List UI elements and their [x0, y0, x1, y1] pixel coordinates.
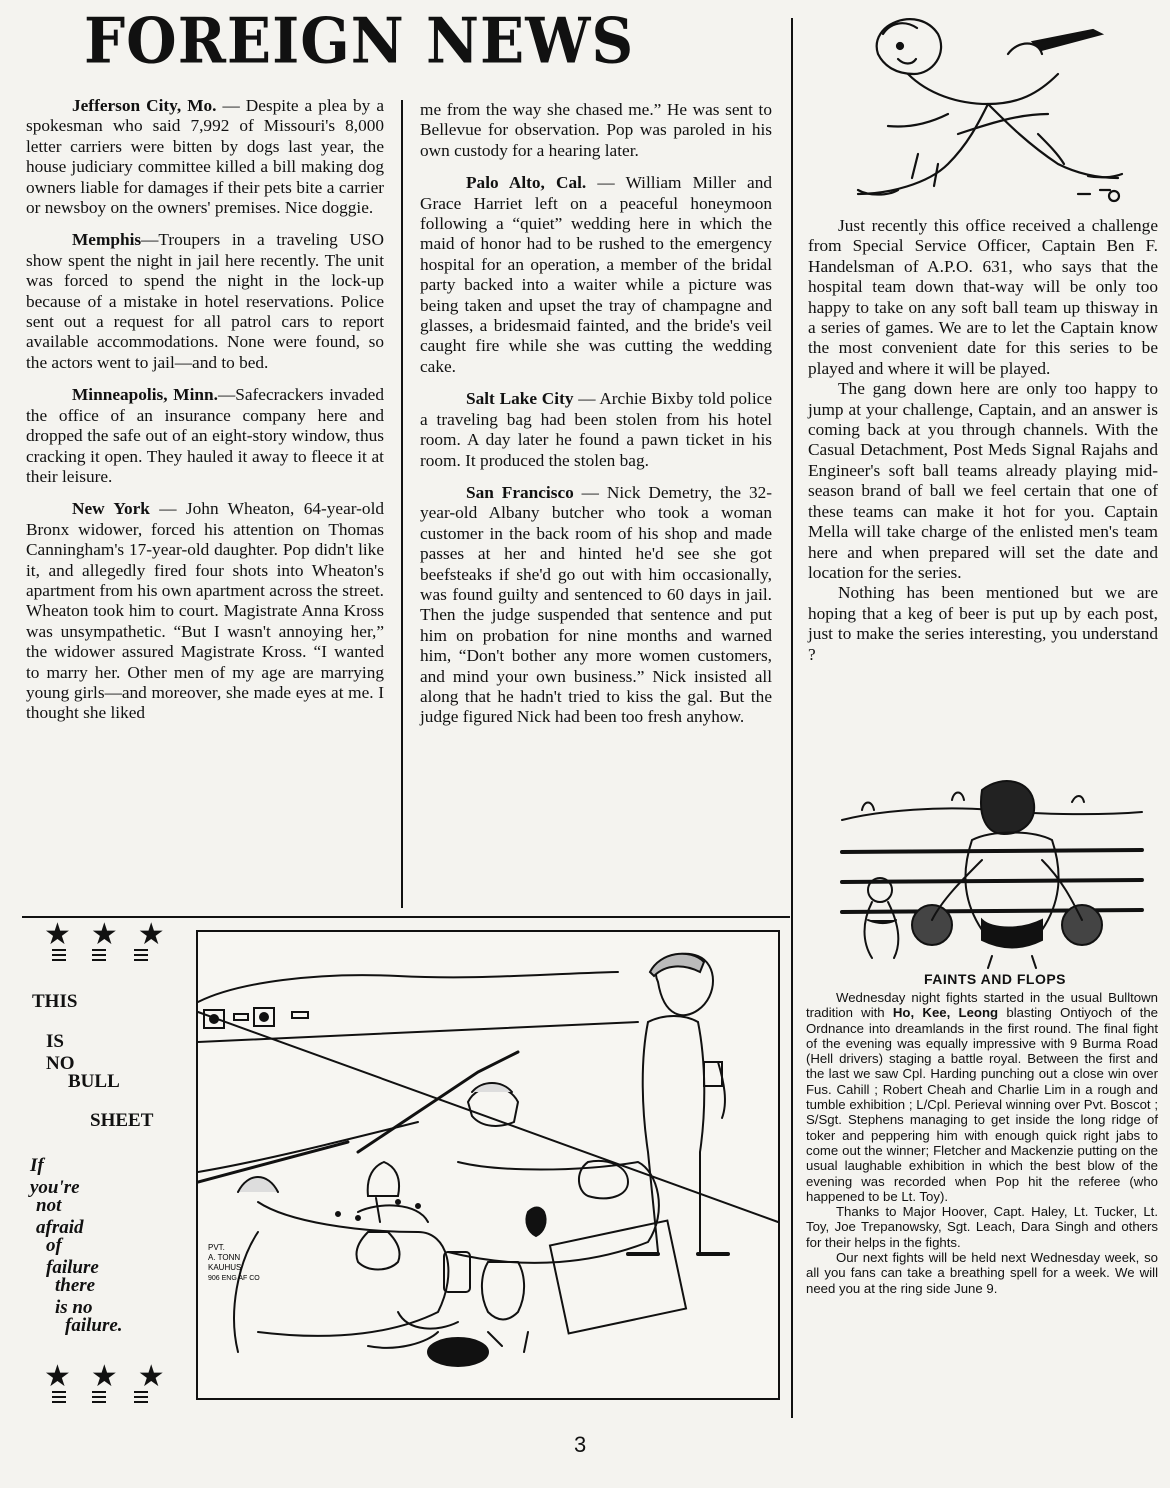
column-rule-1 — [401, 100, 403, 908]
boxing-cartoon-illustration — [832, 780, 1152, 970]
faints-and-flops-article — [806, 990, 1158, 1296]
news-body: —Safecrackers invaded the office of an insurance company here and dropped the safe out of an eight-story window, thus cracking it open. They hauled it away to fleece it at their leisure. — [26, 385, 384, 486]
column-rule-2 — [791, 18, 793, 1418]
bottom-stars: ★★★ — [44, 1360, 185, 1393]
slogan-line-2: IS NO — [46, 1031, 75, 1074]
cartoon-signature-1: PVT. — [208, 1243, 225, 1252]
faints-paragraph-3: Our next fights will be held next Wednesday week, so all you fans can take a breathing spell for a week. We will need you at the ring side June 9. — [806, 1250, 1158, 1296]
softball-column — [808, 216, 1158, 665]
news-body: — Nick Demetry, the 32-year-old Albany butcher who took a woman customer in the back room of his shop and made passes at her and hinted he'd see she got beefsteaks if she'd go out with him occasionally, was found guilty and sentenced to 60 days in jail. Then the judge suspended that sentence and put him on probation for nine months and warned him, “Don't bother any more women customers, and mind your own business.” Nick insisted all along that he hadn't tried to kiss the gal. But the judge figured Nick had been too fresh anyhow. — [420, 482, 773, 727]
news-item — [420, 173, 772, 377]
news-dateline: Palo Alto, Cal. — [466, 173, 587, 193]
page-number: 3 — [574, 1432, 587, 1457]
softball-paragraph: The gang down here are only too happy to jump at your challenge, Captain, and an answer is coming back at you through channels. With the Casual Detachment, Post Meds Signal Rajahs and Engineer's soft ball teams already playing mid-season brand of ball we feel certain that one of these teams can make it hot for you. Captain Mella will take charge of the enlisted men's team here and when prepared will set the date and location for the series. — [808, 379, 1158, 582]
news-dateline: New York — [72, 499, 150, 519]
top-stars: ★★★ — [44, 918, 185, 951]
news-dateline: Minneapolis, Minn. — [72, 385, 218, 405]
slogan-line-4: SHEET — [90, 1110, 154, 1131]
news-item — [26, 385, 384, 487]
slogan-line-6: not afraid — [36, 1195, 84, 1238]
softball-paragraph: Just recently this office received a challenge from Special Service Officer, Captain Ben F. Handelsman of A.P.O. 631, who says that the hospital team down that-way will be only too happy to take on any soft ball team up thisway in a series of games. We are to let the Captain know the most convenient date for this series to be played and where it will be played. — [808, 216, 1158, 378]
slogan-line-3: BULL — [68, 1071, 120, 1092]
news-dateline: Jefferson City, Mo. — [72, 96, 217, 115]
news-body: — John Wheaton, 64-year-old Bronx widower, forced his attention on Thomas Canningham's 17-year-old daughter. Pop didn't like it, and allegedly fired four shots into Wheaton's apartment from his own apartment across the street. Wheaton took him to court. Magistrate Anna Kross was unsympathetic. “But I wasn't annoying her,” the widower assured Magistrate Kross. “I wanted to marry her. Other men of my age are marrying young girls—and moreover, she made eyes at me. I thought she liked — [26, 499, 385, 723]
baseball-player-illustration — [838, 14, 1138, 214]
news-dateline: Memphis — [72, 230, 142, 250]
news-continuation: me from the way she chased me.” He was sent to Bellevue for observation. Pop was paroled in his own custody for a hearing later. — [420, 100, 772, 160]
top-star-bars — [46, 948, 156, 964]
news-item — [26, 96, 384, 218]
bottom-star-bars — [46, 1390, 156, 1406]
softball-paragraph: Nothing has been mentioned but we are hoping that a keg of beer is put up by each post, just to make the series interesting, you understand ? — [808, 583, 1158, 664]
slogan-line-5: If you're — [30, 1155, 80, 1198]
news-body: —Troupers in a traveling USO show spent the night in jail here recently. The unit was forced to spend the night in the lock-up because of a mistake in hotel reservations. Police sent out a request for all patrol cars to report available accommodations. None were found, so the actors went to jail—and to bed. — [26, 230, 384, 372]
faints-paragraph-2: Thanks to Major Hoover, Capt. Haley, Lt. Tucker, Lt. Toy, Joe Trepanowsky, Sgt. Leach, Dara Singh and others for their helps in the fights. — [806, 1204, 1158, 1250]
news-item — [420, 389, 772, 471]
faints-and-flops-heading: FAINTS AND FLOPS — [923, 971, 1067, 987]
news-item — [26, 230, 384, 373]
news-column-1 — [26, 96, 384, 736]
news-body: — Despite a plea by a spokesman who said 7,992 of Missouri's 8,000 letter carriers were bitten by dogs last year, the house judiciary committee killed a bill making dog owners liable for damages if their pets bite a carrier or newsboy on the owners' premises. Nice doggie. — [26, 96, 384, 218]
firing-range-cartoon — [196, 930, 780, 1400]
news-dateline: Salt Lake City — [466, 389, 574, 409]
faints-paragraph-1: Wednesday night fights started in the usual Bulltown tradition with Ho, Kee, Leong blasting Ontiyoch of the Ordnance into dreamlands in the first round. The final fight of the evening was equally impressive with 9 Burma Road (Hell drivers) staging a battle royal. Between the first and the last we saw Cpl. Harding punching out a close win over Fus. Cahill ; Robert Cheah and Charlie Lim in a rough and tumble exhibition ; L/Cpl. Perieval winning over Pvt. Boscot ; S/Sgt. Stephens managing to get inside the long ridge of toker and peppering him with enough quick right jabs to come out the winner; Fletcher and Mackenzie putting on the usual laughable exhibition in which the best blow of the evening was recorded when Pop hit the referee (who happened to be Lt. Toy). — [806, 990, 1159, 1204]
slogan-line-9: failure. — [65, 1315, 123, 1336]
slogan-line-7: of failure — [46, 1235, 99, 1278]
slogan-line-1: THIS — [32, 991, 78, 1012]
news-body: — Archie Bixby told police a traveling bag had been stolen from his hotel room. A day later he found a pawn ticket in his room. It produced the stolen bag. — [420, 389, 772, 470]
news-item — [26, 499, 384, 723]
news-dateline: San Francisco — [466, 482, 574, 502]
cartoon-signature-4: 906 ENG AF CO — [208, 1275, 260, 1282]
news-column-2 — [420, 100, 772, 740]
firing-range-illustration — [198, 932, 778, 1398]
news-item — [420, 483, 772, 728]
slogan-line-8: there is no — [55, 1275, 96, 1318]
cartoon-signature-3: KAUHUS — [208, 1263, 242, 1272]
fighter-name: Ho, Kee, Leong — [892, 1005, 999, 1021]
masthead-title: FOREIGN NEWS — [84, 4, 635, 78]
cartoon-signature-2: A. TONN — [208, 1253, 241, 1262]
news-body: — William Miller and Grace Harriet left on a peaceful honeymoon following a “quiet” wedding here in which the maid of honor had to be rushed to the emergency hospital for an operation, a member of the bridal party backed into a waiter while a picture was being taken and upset the tray of champagne and glasses, a bridesmaid fainted, and the bride's veil caught fire while she was cutting the wedding cake. — [420, 173, 772, 376]
